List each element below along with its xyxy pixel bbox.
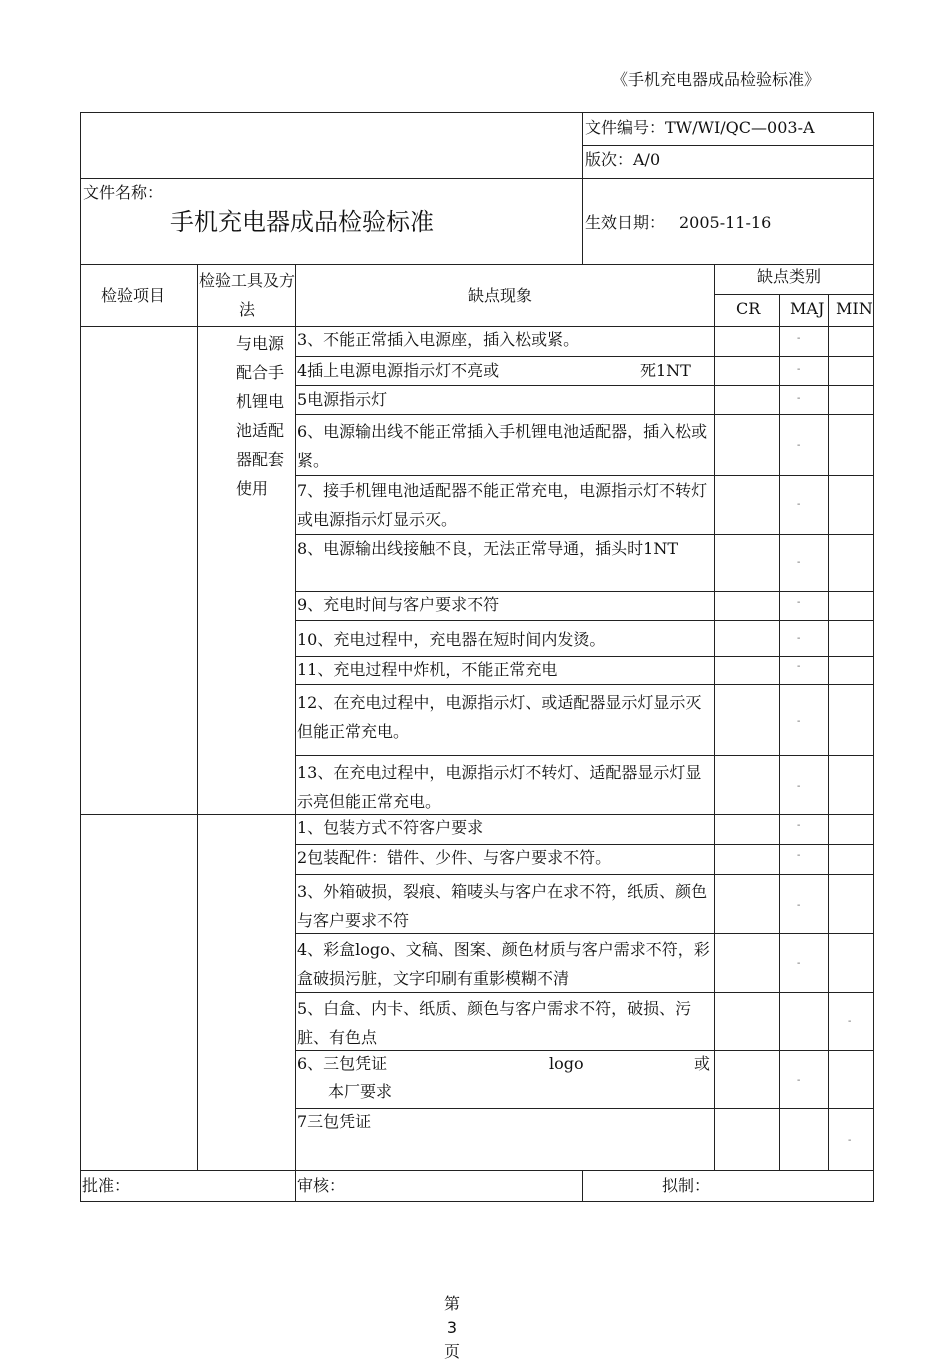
maj-mark: -: [797, 1075, 801, 1086]
maj-mark: -: [797, 661, 801, 672]
table-border: [714, 264, 715, 1170]
col-maj-header: MAJ: [790, 299, 825, 318]
doc-name-label: 文件名称：: [83, 183, 164, 202]
section1-tool: 与电源配合手机锂电池适配器配套使用: [236, 334, 285, 498]
maj-mark: -: [797, 716, 801, 727]
min-mark: -: [848, 1135, 852, 1146]
version: A/0: [633, 150, 661, 169]
running-title: 《手机充电器成品检验标准》: [612, 70, 821, 89]
table-border: [197, 264, 198, 1170]
defect-row-logo: logo: [549, 1054, 584, 1073]
page-number: 第3页: [443, 1294, 460, 1361]
row-divider: [295, 1108, 874, 1109]
maj-mark: -: [797, 633, 801, 644]
table-border: [80, 1170, 874, 1171]
maj-mark: -: [797, 440, 801, 451]
defect-row: 3、外箱破损，裂痕、箱唛头与客户在求不符，纸质、颜色与客户要求不符: [297, 882, 708, 930]
maj-mark: -: [797, 820, 801, 831]
defect-row: 7、接手机锂电池适配器不能正常充电，电源指示灯不转灯或电源指示灯显示灭。: [297, 481, 708, 529]
col-item-header: 检验项目: [101, 286, 166, 305]
maj-mark: -: [797, 900, 801, 911]
maj-mark: -: [797, 557, 801, 568]
defect-row: 4插上电源电源指示灯不亮或: [297, 361, 500, 380]
doc-name: 手机充电器成品检验标准: [170, 208, 434, 236]
col-defect-header: 缺点现象: [468, 286, 533, 305]
maj-mark: -: [797, 364, 801, 375]
row-divider: [295, 414, 874, 415]
table-border: [828, 294, 829, 1170]
row-divider: [295, 620, 874, 621]
defect-row-line2: 本厂要求: [328, 1082, 393, 1101]
defect-row: 11、充电过程中炸机，不能正常充电: [297, 660, 558, 679]
version-label: 版次：: [585, 150, 634, 169]
defect-row: 7三包凭证: [297, 1112, 372, 1131]
defect-row: 5、白盒、内卡、纸质、颜色与客户需求不符，破损、污脏、有色点: [297, 999, 692, 1047]
draft-label: 拟制：: [662, 1176, 711, 1195]
table-border: [80, 178, 874, 179]
doc-no: TW/WI/QC—003-A: [665, 118, 815, 137]
defect-row: 2包装配件：错件、少件、与客户要求不符。: [297, 848, 612, 867]
defect-row: 5电源指示灯: [297, 390, 388, 409]
defect-row: 4、彩盒logo、文稿、图案、颜色材质与客户需求不符，彩盒破损污脏，文字印刷有重影模糊不清: [297, 940, 710, 988]
maj-mark: -: [797, 597, 801, 608]
defect-row: 8、电源输出线接触不良，无法正常导通，插头时1NT: [297, 539, 679, 558]
defect-row: 9、充电时间与客户要求不符: [297, 595, 500, 614]
table-border: [80, 1201, 874, 1202]
doc-no-label: 文件编号：: [585, 118, 666, 137]
min-mark: -: [848, 1016, 852, 1027]
col-tool-header: 检验工具及方法: [199, 271, 296, 319]
row-divider: [295, 684, 874, 685]
maj-mark: -: [797, 958, 801, 969]
defect-row-or: 或: [694, 1054, 711, 1073]
defect-row: 3、不能正常插入电源座，插入松或紧。: [297, 330, 580, 349]
defect-row: 10、充电过程中，充电器在短时间内发烫。: [297, 630, 606, 649]
approve-label: 批准：: [82, 1176, 131, 1195]
maj-mark: -: [797, 499, 801, 510]
row-divider: [295, 755, 874, 756]
defect-row: 1、包装方式不符客户要求: [297, 818, 484, 837]
col-min-header: MIN: [836, 299, 873, 318]
row-divider: [295, 874, 874, 875]
review-label: 审核：: [297, 1176, 346, 1195]
maj-mark: -: [797, 850, 801, 861]
defect-row: 6、三包凭证: [297, 1054, 388, 1073]
effective-label: 生效日期：: [585, 213, 666, 232]
table-border: [80, 112, 81, 1202]
table-border: [80, 264, 874, 265]
table-border: [582, 1170, 583, 1202]
defect-row: 13、在充电过程中，电源指示灯不转灯、适配器显示灯显示亮但能正常充电。: [297, 763, 702, 811]
defect-row: 6、电源输出线不能正常插入手机锂电池适配器，插入松或紧。: [297, 422, 708, 470]
maj-mark: -: [797, 393, 801, 404]
defect-row-extra: 死1NT: [640, 361, 691, 380]
effective-date: 2005-11-16: [679, 213, 772, 232]
defect-row: 12、在充电过程中，电源指示灯、或适配器显示灯显示灭但能正常充电。: [297, 693, 702, 741]
col-category-header: 缺点类别: [757, 267, 822, 286]
col-cr-header: CR: [736, 299, 761, 318]
table-border: [873, 112, 874, 1202]
maj-mark: -: [797, 781, 801, 792]
table-border: [582, 112, 583, 264]
table-border: [779, 294, 780, 1170]
maj-mark: -: [797, 333, 801, 344]
